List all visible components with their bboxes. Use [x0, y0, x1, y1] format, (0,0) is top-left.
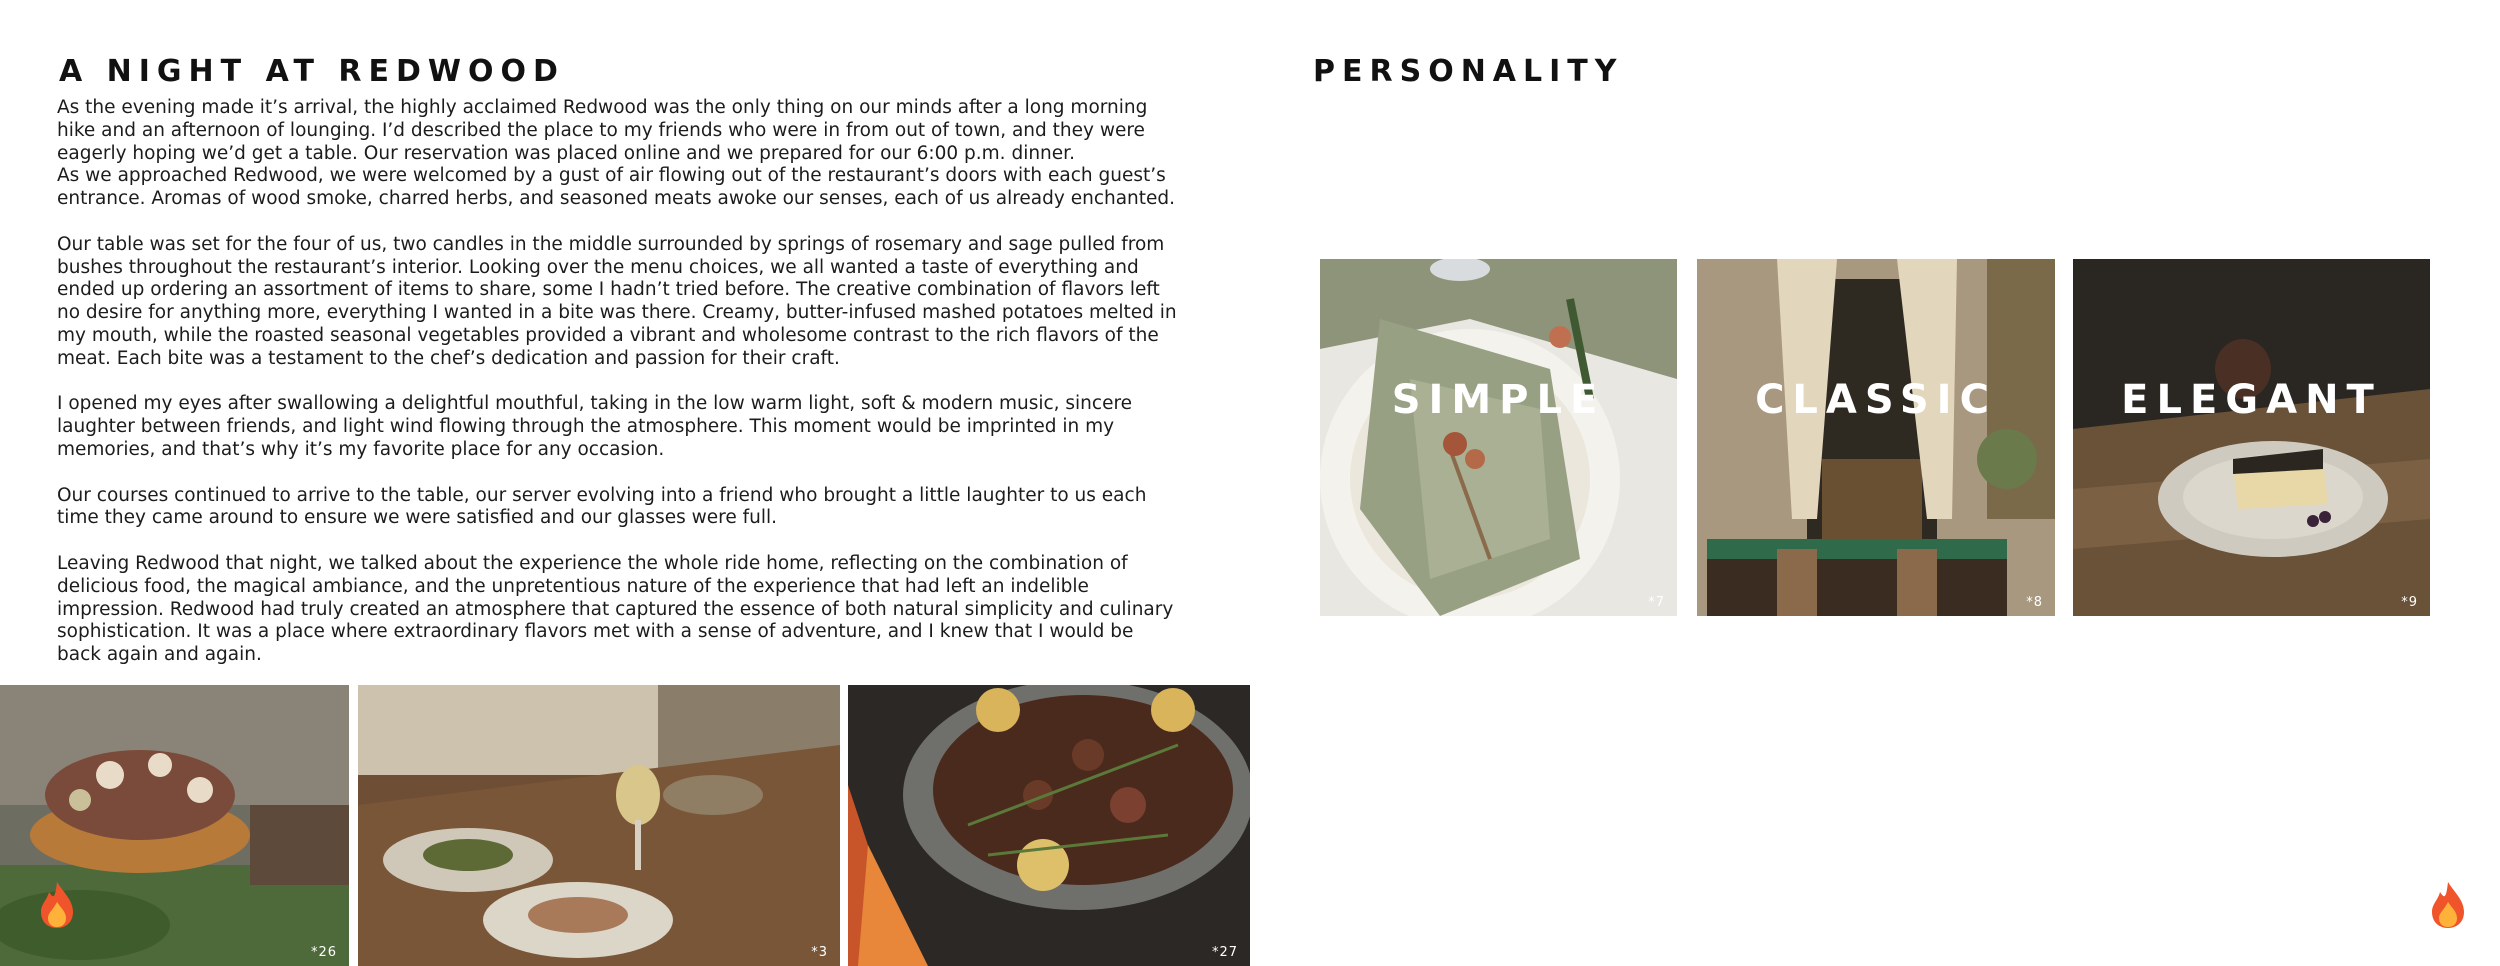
photo-number: *26	[310, 945, 337, 960]
photo-number: *8	[2026, 595, 2043, 610]
personality-title: PERSONALITY	[1313, 54, 1624, 89]
article-title: A NIGHT AT REDWOOD	[59, 54, 565, 89]
flame-icon	[2428, 880, 2468, 930]
article-paragraph: Our courses continued to arrive to the table, our server evolving into a friend who brought a little laughter to us each time they came around to ensure we were satisfied and our glasses were full.	[57, 484, 1147, 529]
personality-word: ELEGANT	[2121, 377, 2382, 423]
stew-pot-photo	[848, 685, 1250, 966]
wine-and-plates-photo	[358, 685, 840, 966]
photo-number: *3	[811, 945, 828, 960]
flame-icon	[37, 880, 77, 930]
photo-number: *9	[2401, 595, 2418, 610]
elegant-card	[2073, 259, 2430, 616]
personality-word: CLASSIC	[1755, 377, 1997, 423]
article-paragraph: As we approached Redwood, we were welcomed by a gust of air flowing out of the restaurant’s doors with each guest’s entrance. Aromas of wood smoke, charred herbs, and seasoned meats awoke our senses, each of us already enchanted.	[57, 165, 1176, 210]
photo-number: *27	[1211, 945, 1238, 960]
article-body	[57, 97, 1182, 690]
article-paragraph: Our table was set for the four of us, two candles in the middle surrounded by springs of rosemary and sage pulled from bushes throughout the restaurant’s interior. Looking over the menu choices, we all wanted a taste of everything and ended up ordering an assortment of items to share, some I hadn’t tried before. The creative combination of flavors left no desire for anything more, everything I wanted in a bite was there. Creamy, butter-infused mashed potatoes melted in my mouth, while the roasted seasonal vegetables provided a vibrant and wholesome contrast to the rich flavors of the meat. Each bite was a testament to the chef’s dedication and passion for their craft.	[57, 233, 1177, 369]
personality-word: SIMPLE	[1391, 377, 1606, 423]
simple-card	[1320, 259, 1677, 616]
classic-card	[1697, 259, 2055, 616]
article-paragraph: I opened my eyes after swallowing a delightful mouthful, taking in the low warm light, soft & modern music, sincere laughter between friends, and light wind flowing through the atmosphere. This moment would be imprinted in my memories, and that’s why it’s my favorite place for any occasion.	[57, 393, 1133, 460]
photo-number: *7	[1648, 595, 1665, 610]
article-paragraph: As the evening made it’s arrival, the highly acclaimed Redwood was the only thing on our minds after a long morning hike and an afternoon of lounging. I’d described the place to my friends who were in from out of town, and they were eagerly hoping we’d get a table. Our reservation was placed online and we prepared for our 6:00 p.m. dinner.	[57, 97, 1148, 164]
article-paragraph: Leaving Redwood that night, we talked about the experience the whole ride home, reflecting on the combination of delicious food, the magical ambiance, and the unpretentious nature of the experience that had left an indelible impression. Redwood had truly created an atmosphere that captured the essence of both natural simplicity and culinary sophistication. It was a place where extraordinary flavors met with a sense of adventure, and I knew that I would be back again and again.	[57, 552, 1174, 666]
